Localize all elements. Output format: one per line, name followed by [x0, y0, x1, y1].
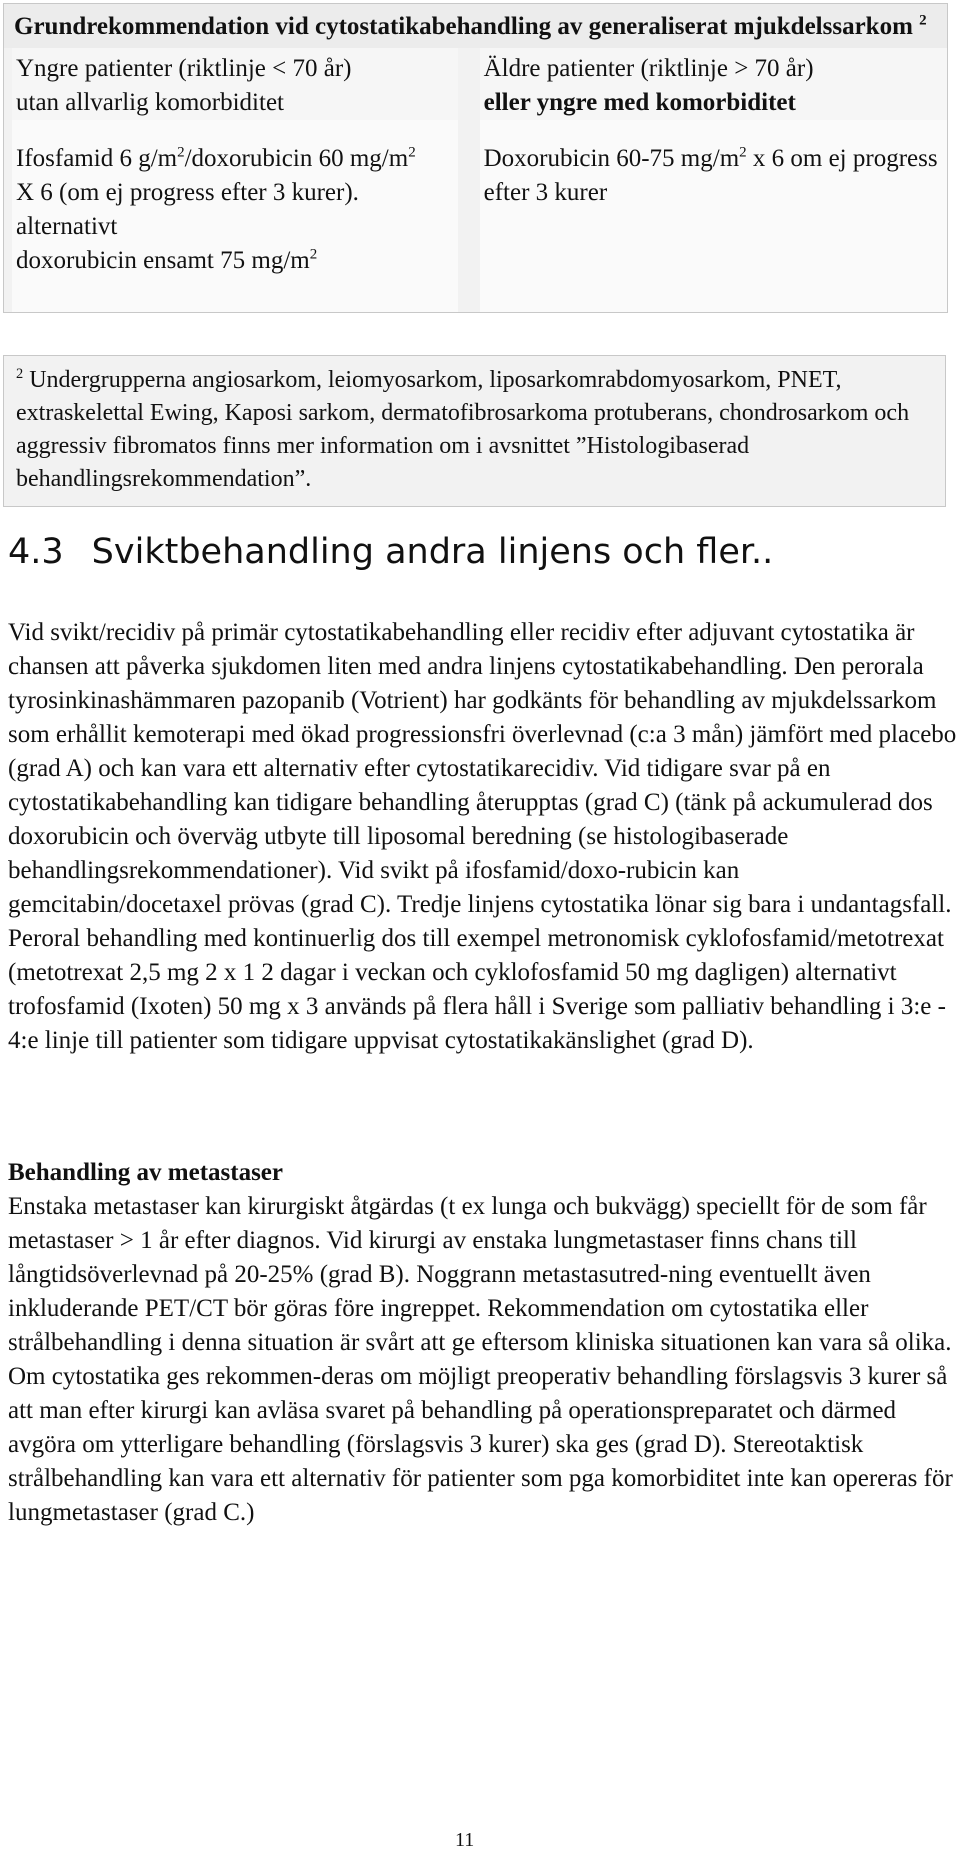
older-patients-column	[480, 48, 947, 312]
metastases-heading: Behandling av metastaser	[8, 1159, 283, 1186]
second-line-treatment-paragraph: Vid svikt/recidiv på primär cytostatikabehandling eller recidiv efter adjuvant cytostatika är chansen att påverka sjukdomen liten med andra linjens cytostatikabehandling. Den perorala tyrosinkinashämmaren pazopanib (Votrient) har godkänts för behandling av mjukdelssarkom som erhållit kemoterapi med ökad progressionsfri överlevnad (c:a 3 mån) jämfört med placebo (grad A) och kan vara ett alternativ efter cytostatikarecidiv. Vid tidigare svar på en cytostatikabehandling kan tidigare behandling återupptas (grad C) (tänk på ackumulerad dos doxorubicin och överväg utbyte till liposomal beredning (se histologibaserade behandlingsrekommendationer). Vid svikt på ifosfamid/doxo-rubicin kan gemcitabin/docetaxel prövas (grad C). Tredje linjens cytostatika lönar sig bara i undantagsfall. Peroral behandling med kontinuerlig dos till exempel metronomisk cyklofosfamid/metotrexat (metotrexat 2,5 mg 2 x 1 2 dagar i veckan och cyklofosfamid 50 mg dagligen) alternativt trofosfamid (Ixoten) 50 mg x 3 används på flera håll i Sverige som palliativ behandling i 3:e - 4:e linje till patienter som tidigare uppvisat cytostatikakänslighet (grad D).	[8, 619, 957, 1054]
older-patients-regimen: Doxorubicin 60-75 $mg/m^2$ x 6 om ej progress efter 3 kurer	[480, 120, 947, 312]
recommendation-box	[3, 3, 948, 313]
section-title: Sviktbehandling andra linjens och fler..	[91, 532, 774, 572]
metastases-paragraph: Enstaka metastaser kan kirurgiskt åtgärdas (t ex lunga och bukvägg) speciellt för de som får metastaser > 1 år efter diagnos. Vid kirurgi av enstaka lungmetastaser finns chans till långtidsöverlevnad på 20-25% (grad B). Noggrann metastasutred-ning eventuellt även inkluderande PET/CT bör göras före ingreppet. Rekommendation om cytostatika eller strålbehandling i denna situation är svårt att ge eftersom kliniska situationen kan vara så olika. Om cytostatika ges rekommen-deras om möjligt preoperativ behandling förslagsvis 3 kurer så att man efter kirurgi kan avläsa svaret på behandling på operationspreparatet och därmed avgöra om ytterligare behandling (förslagsvis 3 kurer) ska ges (grad D). Stereotaktisk strålbehandling kan vara ett alternativ för patienter som pga komorbiditet inte kan opereras för lungmetastaser (grad C.)	[8, 1193, 953, 1526]
recommendation-title: Grundrekommendation vid cytostatikabehandling av generaliserat mjukdelssarkom $^2$	[4, 4, 947, 48]
older-patients-header: Äldre patienter (riktlinje > 70 år) eller yngre med komorbiditet	[480, 48, 947, 120]
younger-patients-column	[12, 48, 458, 312]
younger-patients-regimen: Ifosfamid 6 $g/m^2$/doxorubicin 60 $mg/m^2$ X 6 (om ej progress efter 3 kurer). alternativt doxorubicin ensamt 75 $mg/m^2$	[12, 120, 458, 312]
subgroup-footnote	[3, 355, 946, 507]
title-superscript: 2	[919, 12, 927, 29]
section-number: 4.3	[8, 532, 64, 572]
footnote-marker: 2	[16, 366, 24, 382]
recommendation-columns	[4, 48, 947, 312]
younger-patients-header: Yngre patienter (riktlinje < 70 år) utan allvarlig komorbiditet	[12, 48, 458, 120]
page-number: 11	[455, 1829, 475, 1851]
section-heading	[8, 530, 773, 574]
footnote-text: Undergrupperna angiosarkom, leiomyosarkom, liposarkomrabdomyosarkom, PNET, extraskelettal Ewing, Kaposi sarkom, dermatofibrosarkoma protuberans, chondrosarkom och aggressiv fibromatos finns mer information om i avsnittet ”Histologibaserad behandlingsrekommendation”.	[16, 367, 910, 492]
